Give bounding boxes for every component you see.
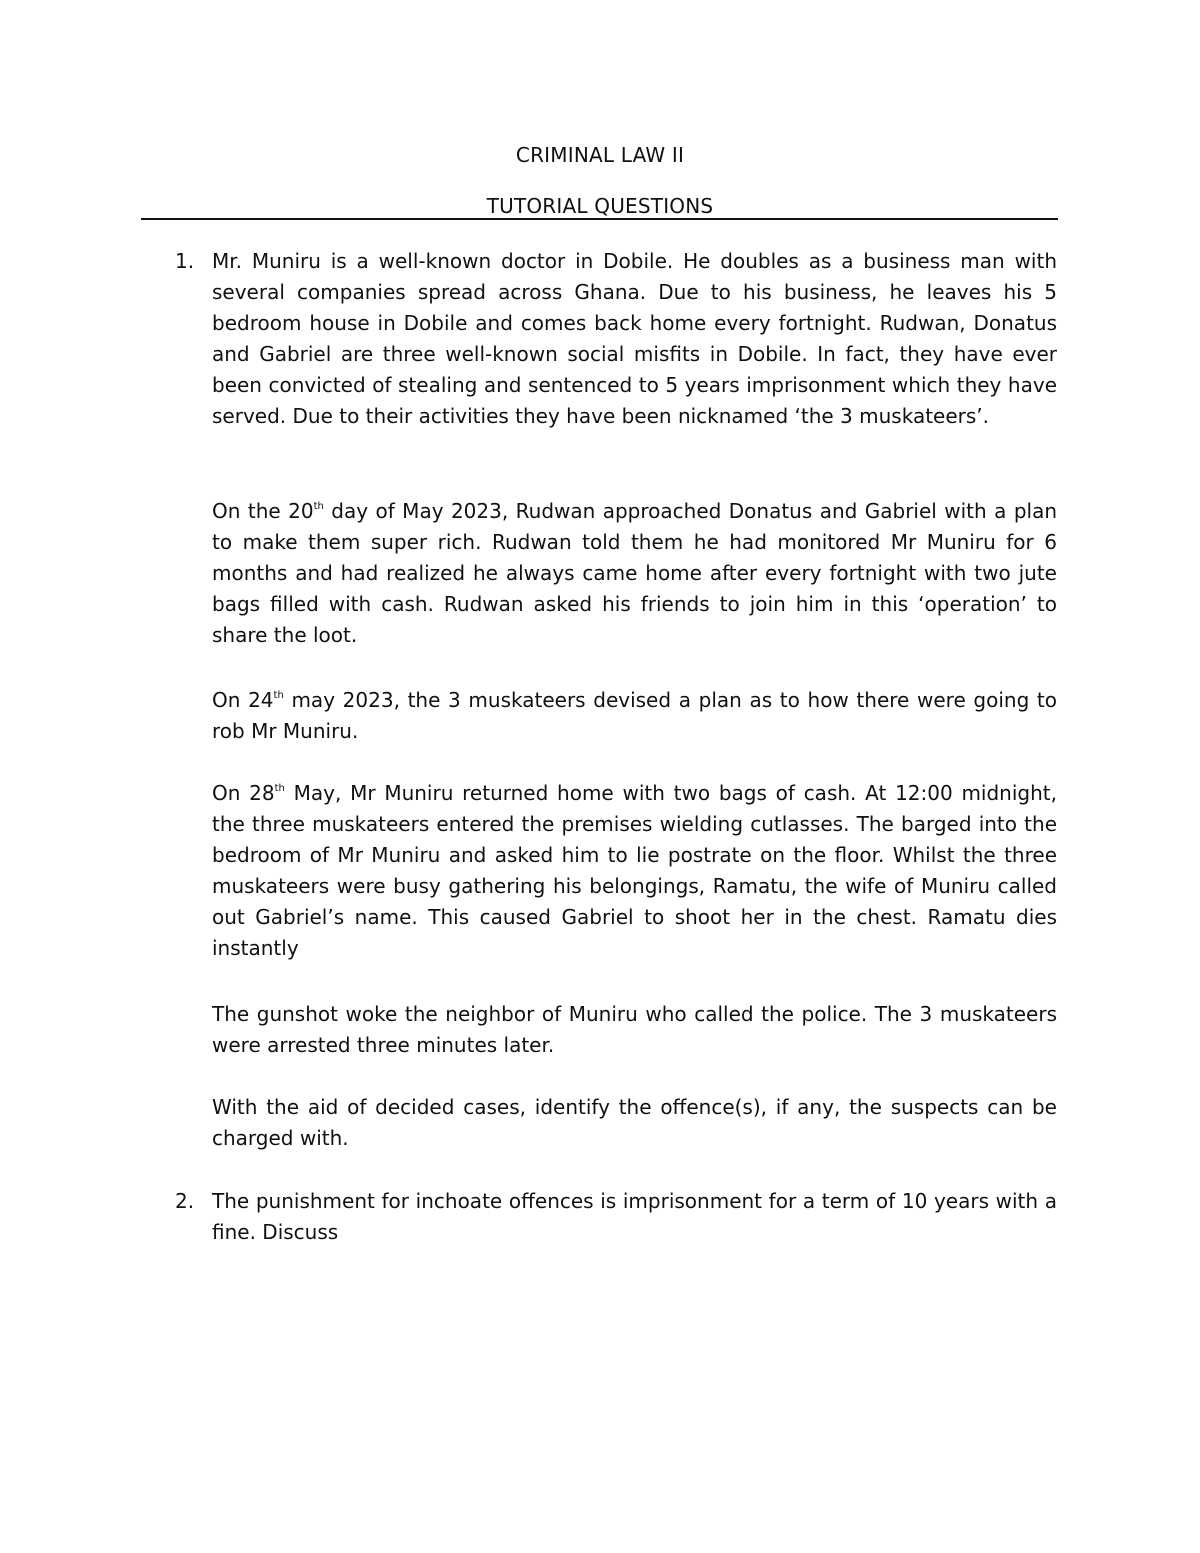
paragraph-4-rest: May, Mr Muniru returned home with two bags of cash. At 12:00 midnight, the three muskateers entered the premises wielding cutlasses. The barged into the bedroom of Mr Muniru and asked him to lie postrate on the floor. Whilst the three muskateers were busy gathering his belongings, Ramatu, the wife of Muniru called out Gabriel’s name. This caused Gabriel to shoot her in the chest. Ramatu dies instantly <box>212 781 1057 960</box>
question-2-paragraph-1: The punishment for inchoate offences is imprisonment for a term of 10 years with a fine. Discuss <box>212 1189 1057 1244</box>
question-1-number: 1. <box>175 249 195 273</box>
question-1-paragraph-5: The gunshot woke the neighbor of Muniru who called the police. The 3 muskateers were arrested three minutes later. <box>212 1002 1057 1057</box>
ordinal-suffix: th <box>273 690 284 701</box>
paragraph-3-lead: On 24 <box>212 688 274 712</box>
paragraph-4-lead: On 28 <box>212 781 275 805</box>
question-2-number: 2. <box>175 1189 195 1213</box>
paragraph-3-rest: may 2023, the 3 muskateers devised a plan as to how there were going to rob Mr Muniru. <box>212 688 1057 743</box>
question-1-paragraph-1: Mr. Muniru is a well-known doctor in Dobile. He doubles as a business man with several companies spread across Ghana. Due to his business, he leaves his 5 bedroom house in Dobile and comes back home every fortnight. Rudwan, Donatus and Gabriel are three well-known social misfits in Dobile. In fact, they have ever been convicted of stealing and sentenced to 5 years imprisonment which they have served. Due to their activities they have been nicknamed ‘the 3 muskateers’. <box>212 249 1057 428</box>
question-1-paragraph-2 <box>212 496 1057 651</box>
question-1-paragraph-3 <box>212 685 1057 747</box>
paragraph-2-rest: day of May 2023, Rudwan approached Donatus and Gabriel with a plan to make them super rich. Rudwan told them he had monitored Mr Muniru for 6 months and had realized he always came home after every fortnight with two jute bags filled with cash. Rudwan asked his friends to join him in this ‘operation’ to share the loot. <box>212 499 1058 647</box>
document-title: CRIMINAL LAW II <box>515 143 685 167</box>
question-1-paragraph-6: With the aid of decided cases, identify the offence(s), if any, the suspects can be charged with. <box>212 1095 1057 1150</box>
question-1-paragraph-4 <box>212 778 1057 964</box>
ordinal-suffix: th <box>313 501 324 512</box>
title-divider <box>141 218 1058 220</box>
ordinal-suffix: th <box>274 783 285 794</box>
paragraph-2-lead: On the 20 <box>212 499 314 523</box>
document-subtitle: TUTORIAL QUESTIONS <box>486 194 714 218</box>
